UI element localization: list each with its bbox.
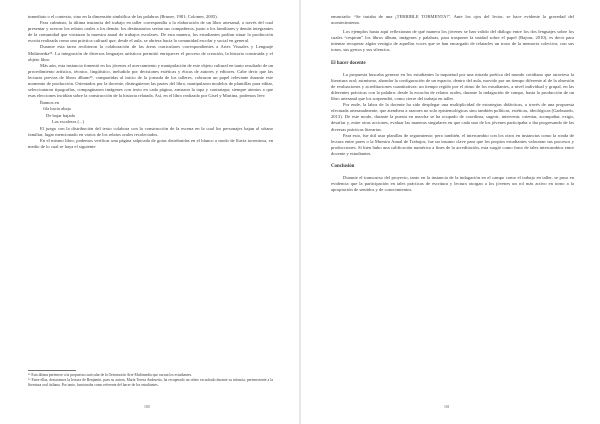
section-heading: El hacer docente bbox=[331, 60, 366, 66]
footnote: ¹⁶ Entre ellas, destacamos la lectura de Benjamín, pues su autora, María Teresa Andruetto, ha recuperado un relato escuchado durante su infancia, perteneciente a la literatura oral italiana. Por tanto, funcionaba como referente del hacer de los estudiantes. bbox=[28, 378, 273, 387]
footnotes bbox=[28, 373, 273, 388]
paragraph: Por ende, la labor de la docente ha sido desplegar una multiplicidad de estrategias didácticas, a través de una propuesta efectuada artesanalmente, que atendiera a razones no solo epistemológicas sino también políticas, estéticas, ideológicas (Garbuardo, 2013). De este modo, durante la puesta en marcha se ha ocupado de coordinar, sugerir, intervenir, orientar, acompañar, exigir, desafiar y, entre otras acciones, evaluar las maneras singulares en que cada uno de los jóvenes participaba o iba progresando de las diversas prácticas literarias. bbox=[331, 102, 574, 132]
verse-line: Las escaleras (...) bbox=[52, 118, 85, 124]
verse-line: De bajar bajado bbox=[46, 112, 76, 118]
right-text-column bbox=[331, 14, 574, 193]
paragraph: enunciado: “Se trataba de una ¡TERRIBLE TORMENTA!”. Ante los ojos del lector, se hace evidente la gravedad del acontecimiento. bbox=[331, 14, 574, 26]
right-page bbox=[301, 0, 600, 424]
paragraph: Durante el transcurso del proyecto, tanto en la instancia de la indagación en el campo como el trabajo en taller, se puso en evidencia que la participación en tales prácticas de escritura y lectura otorgan a los jóvenes un rol más activo en torno a la apropiación de sentidos y de conocimientos. bbox=[331, 175, 574, 193]
verse-line: fila hacia abajo bbox=[43, 106, 72, 112]
footnote-rule bbox=[28, 370, 76, 371]
footnote: ¹⁵ Esta última pertenece a la propuesta curricular de la Orientación Arte-Multimedia que cursan los estudiantes. bbox=[28, 373, 192, 377]
paragraph: inmediato o el contexto, sino en la dimensión simbólica de las palabras (Bruner, 1981; Colomer, 2005). bbox=[28, 14, 218, 19]
paragraph: Para culminar, la última instancia del trabajo en taller correspondía a la elaboración de un libro artesanal, a través del cual presentar y acercar los relatos orales a los demás: los destinatarios serían sus compañeros, junto a los familiares y demás integrantes de la comunidad que visitaran la muestra anual de trabajos escolares. De esta manera, los estudiantes podían situar la producción escrita realizada como una práctica cultural que, desde el aula, se abriera hacia la comunidad escolar y social en general. bbox=[28, 20, 273, 44]
quoted-verse bbox=[40, 100, 273, 124]
paragraph: En el mismo libro, podemos verificar una página salpicada de gotas distribuidas en el blanco a modo de lluvia torrentosa, en medio de lo cual se haya el siguiente bbox=[28, 137, 273, 149]
paragraph: Los ejemplos hasta aquí reflexionan de qué manera los jóvenes se han valido del diálogo entre los dos lenguajes sobre los cuales “respiran” los libros álbum, imágenes y palabras, para trasponer la unidad sobre el papel (Bajour, 2010), es decir para intentar recuperar algún vestigio de aquellas voces que se han encargado de relatarles un trozo de la memoria colectiva, con sus tonos, sus gestos y sus silencios. bbox=[331, 29, 574, 53]
page-number: 101 bbox=[444, 405, 450, 409]
section-heading: Conclusión bbox=[331, 163, 355, 169]
paragraph: Durante esta tarea recibieron la colaboración de las áreas curriculares correspondientes a Artes Visuales y Lenguaje Multimedia¹⁵. La integración de diversos lenguajes artísticos permitió enriquecer el proceso de creación, la historia construida y el objeto libro. bbox=[28, 44, 273, 62]
left-text-column bbox=[28, 14, 273, 150]
verse-line: Íbamos en bbox=[40, 100, 60, 106]
paragraph: Más aún, esta instancia fomentó en los jóvenes el acercamiento y manipulación de este objeto cultural en tanto resultado de un procedimiento artístico, técnico, lingüístico, ineludido por decisiones estéticas y éticas de autores y editores. Cabe decir que las lecturas previas de libros álbum¹⁶, compartidas al inicio de la jornada de los talleres, cobraron un papel relevante durante este momento de producción. Orientados por la docente, distinguieron las partes del libro, manipularon modelos de plantillas para editar, seleccionaron tipografías, compaginaron imágenes con texto en cada página, armaron la tapa y contratapa; siempre atentos a que esas elecciones incidían sobre la construcción de la historia relatada. Así, en el libro realizado por Gisel y Martina, podemos leer: bbox=[28, 62, 273, 99]
paragraph: La propuesta buscaba generar en los estudiantes la inquietud por una mirada poética del mundo cotidiano que atraviesa la literatura oral; asimismo, ahondar la configuración de un espacio, dentro del aula, movido por un tiempo diferente al de la obsesión de evaluaciones y acreditaciones cuantitativas: un tiempo regido por el ritmo de los estudiantes, a nivel individual y grupal, en las diferentes prácticas con la palabra: desde la escucha de relatos orales, durante la indagación de campo, hasta la producción de un libro artesanal que los sorprendió, como cierre del trabajo en taller. bbox=[331, 71, 574, 102]
paragraph: Para esto, fue útil usar planillas de seguimiento; pero también, el intercambio con los otros en instancias como la ronda de lectura entre pares o la Muestra Anual de Trabajos; fue un insumo clave para que los propios estudiantes valoraran sus procesos y producciones. Si bien hubo una calificación numérica a fines de la acreditación, esta surgió como fruto de tales intercambios entre docente y estudiantes. bbox=[331, 132, 574, 156]
page-number: 100 bbox=[144, 405, 150, 409]
left-page bbox=[0, 0, 299, 424]
paragraph: El juego con la distribución del texto colabora con la construcción de la escena en la cual los personajes bajan al sótano familiar, lugar mencionado en varios de los relatos orales recolectados. bbox=[28, 125, 273, 137]
